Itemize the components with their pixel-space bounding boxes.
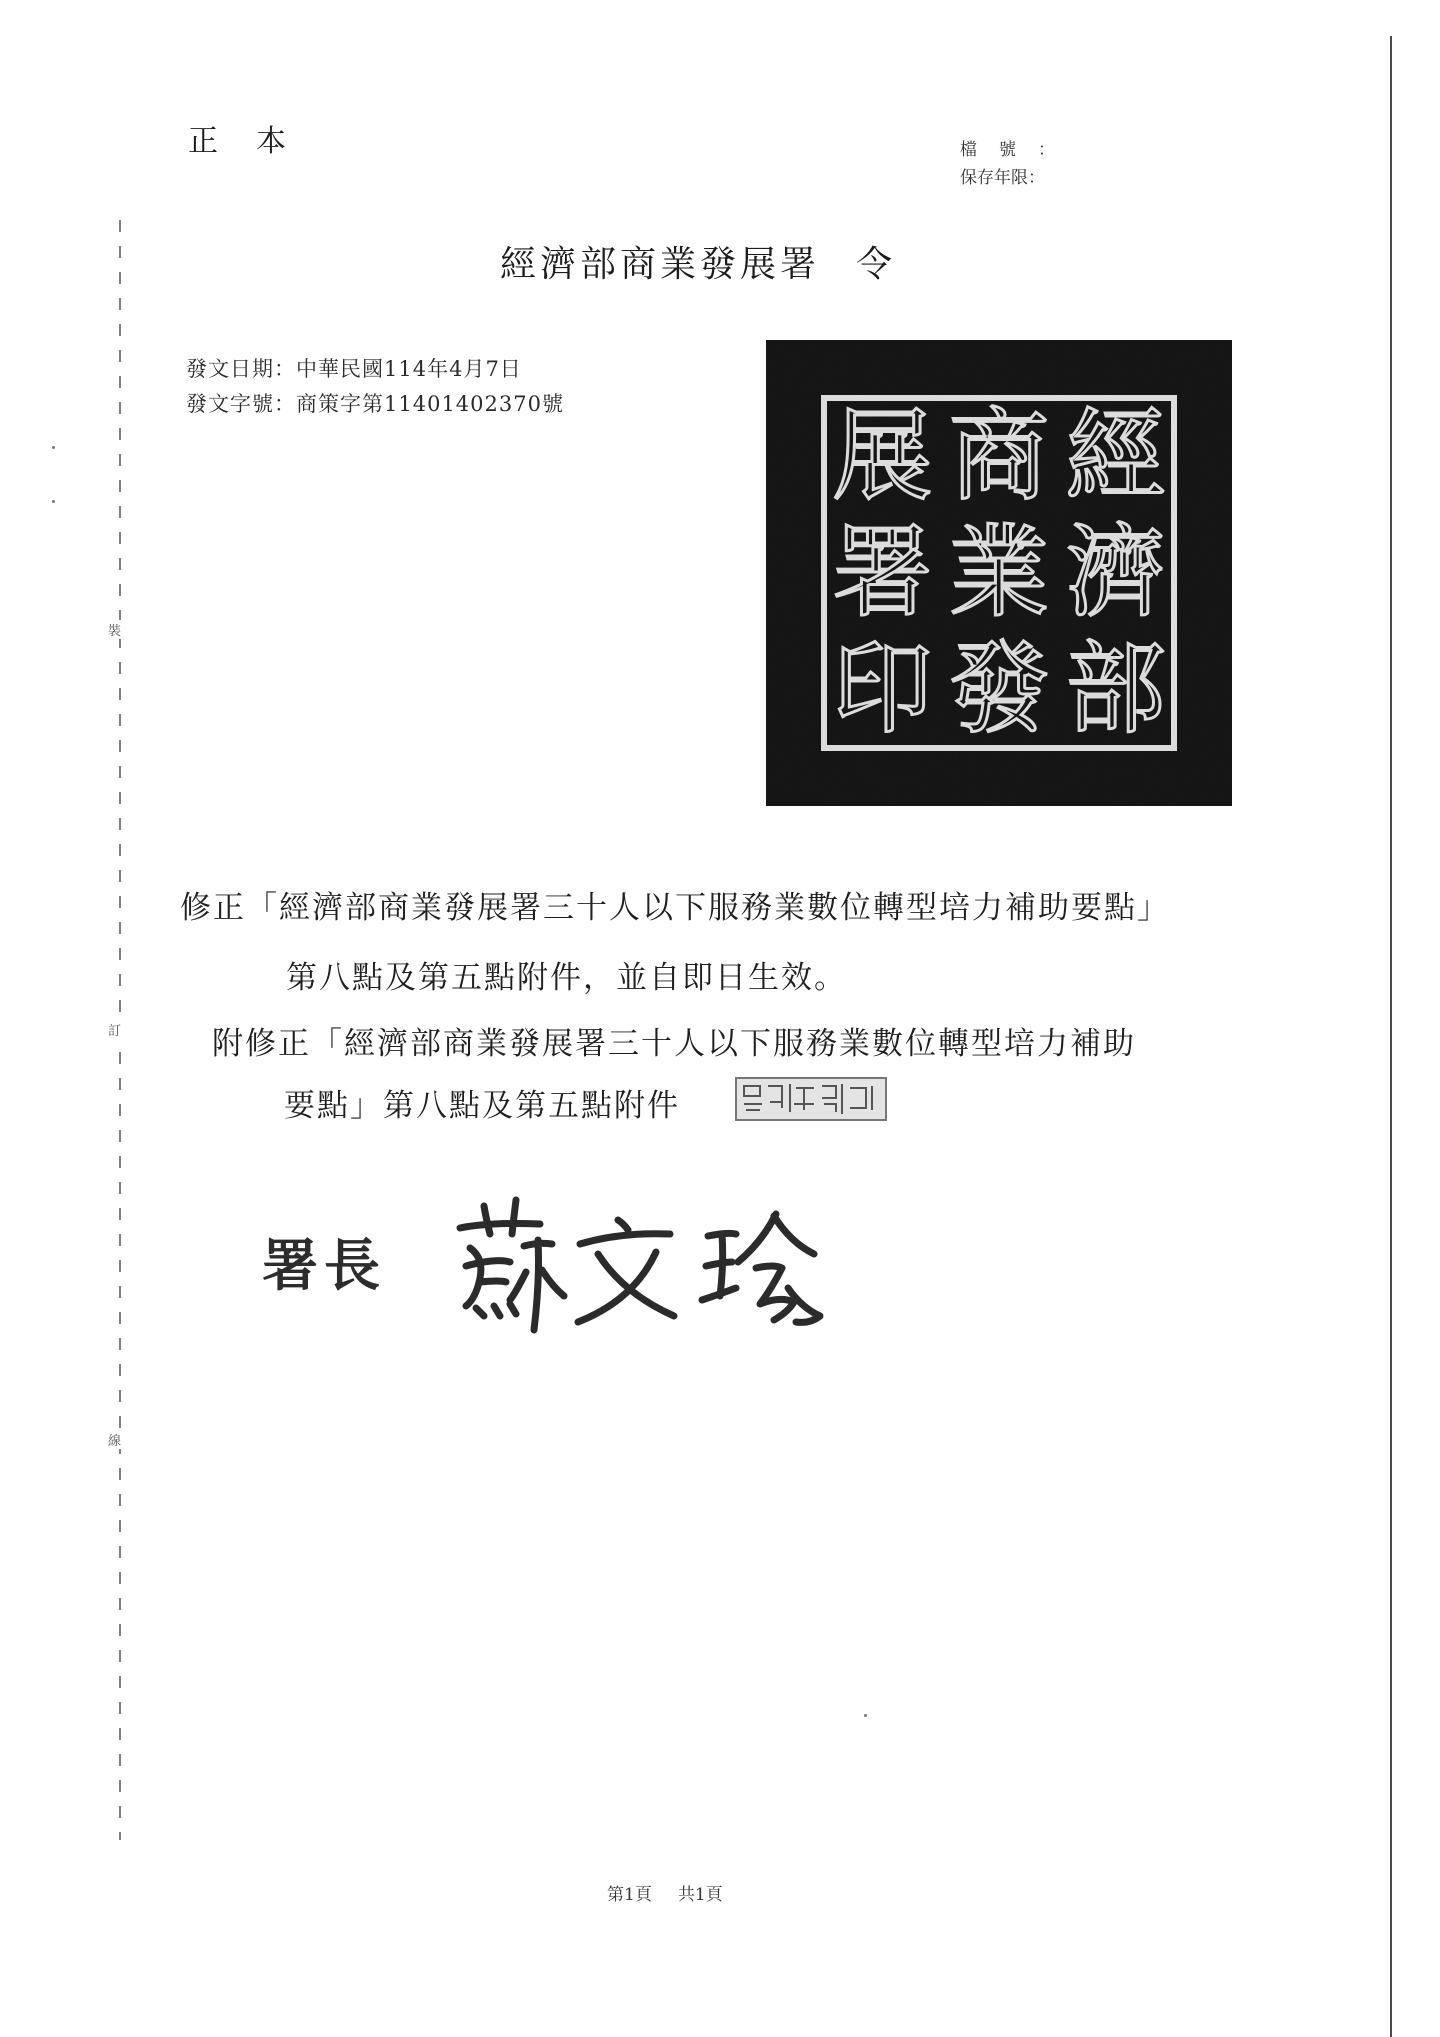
issue-date-label: 發文日期：	[186, 357, 296, 381]
body-line-1: 修正「經濟部商業發展署三十人以下服務業數位轉型培力補助要點」	[180, 890, 1170, 926]
document-title	[500, 236, 896, 287]
seal-character: 署	[832, 514, 933, 631]
seal-character: 展	[832, 397, 933, 515]
binding-char-2: 訂	[108, 1020, 121, 1039]
binding-char-3: 線	[108, 1430, 121, 1449]
signature-image	[440, 1170, 840, 1340]
issue-date-value: 中華民國114年4月7日	[296, 357, 522, 381]
handwritten-signature	[440, 1170, 840, 1340]
agency-name: 經濟部商業發展署	[500, 244, 821, 285]
page-footer	[607, 1880, 723, 1905]
binding-char-1: 裝	[108, 620, 121, 639]
issue-number-row	[186, 387, 564, 422]
issue-number-label: 發文字號：	[186, 392, 296, 416]
seal-character: 商	[949, 397, 1049, 515]
official-seal	[766, 340, 1232, 806]
attachment-line-2: 要點」第八點及第五點附件	[284, 1088, 680, 1124]
attachment-stamp-image	[734, 1074, 894, 1124]
retention-label: 保存年限：	[960, 168, 1045, 188]
seal-character: 業	[949, 514, 1049, 631]
page-total: 共1頁	[677, 1885, 723, 1905]
file-number-label: 檔號：	[960, 140, 1077, 160]
seal-character: 經	[1065, 397, 1166, 515]
seal-image	[766, 340, 1232, 806]
signer-title: 署長	[262, 1233, 386, 1299]
seal-character: 印	[832, 630, 933, 748]
issue-info	[186, 352, 564, 422]
scan-speck	[864, 1714, 867, 1717]
document-type: 令	[856, 244, 897, 285]
seal-character: 濟	[1065, 514, 1166, 631]
seal-character: 發	[949, 630, 1049, 748]
scan-speck	[52, 446, 55, 449]
copy-mark: 正本	[188, 124, 324, 159]
attachment-line-1: 附修正「經濟部商業發展署三十人以下服務業數位轉型培力補助	[212, 1026, 1136, 1062]
seal-character: 部	[1065, 630, 1166, 748]
file-meta	[960, 136, 1077, 192]
scan-edge	[1390, 36, 1392, 2037]
issue-date-row	[186, 352, 564, 387]
attachment-stamp	[734, 1074, 894, 1124]
page-number: 第1頁	[607, 1885, 652, 1905]
issue-number-value: 商策字第11401402370號	[296, 392, 564, 416]
scan-speck	[52, 500, 55, 503]
body-line-2: 第八點及第五點附件，並自即日生效。	[286, 960, 847, 996]
binding-line	[104, 220, 136, 1840]
